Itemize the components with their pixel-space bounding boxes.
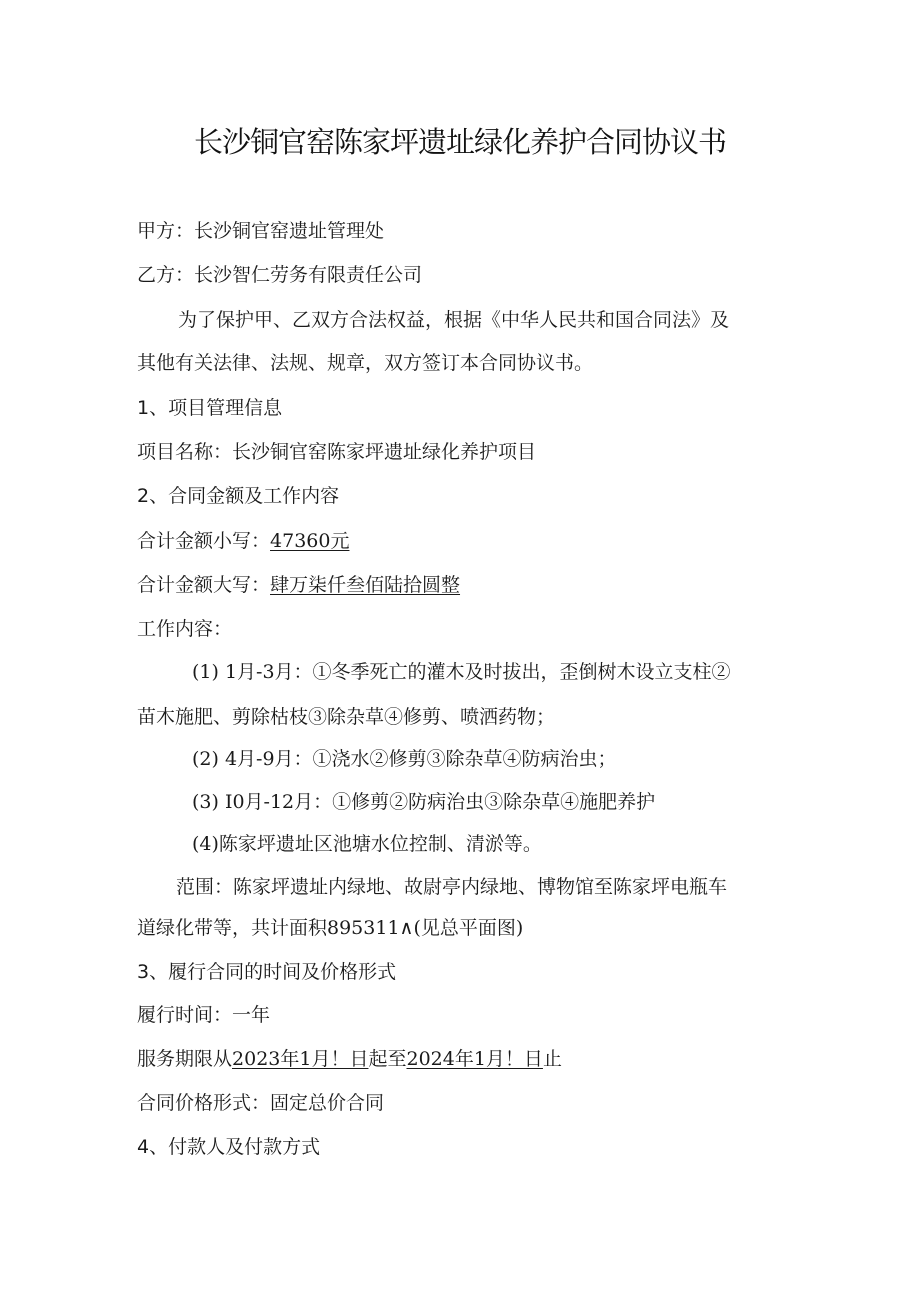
service-period-row [137,1047,562,1071]
project-name: 项目名称：长沙铜官窑陈家坪遗址绿化养护项目 [137,441,537,463]
service-start-date: 2023年1月！日 [232,1048,369,1070]
service-mid: 起至 [368,1048,407,1070]
service-suffix: 止 [542,1048,562,1070]
amount-small-label: 合计金额小写： [137,530,271,552]
document-title: 长沙铜官窑陈家坪遗址绿化养护合同协议书 [193,125,726,159]
party-b: 乙方：长沙智仁劳务有限责任公司 [137,264,423,286]
intro-paragraph-line-2: 其他有关法律、法规、规章，双方签订本合同协议书。 [137,352,594,374]
service-end-date: 2024年1月！日 [406,1048,543,1070]
service-prefix: 服务期限从 [137,1048,233,1070]
amount-big-label: 合计金额大写： [137,574,271,596]
section-2-heading: 2、合同金额及工作内容 [137,485,340,507]
perform-time: 履行时间：一年 [137,1004,271,1026]
amount-small-row [137,529,349,553]
amount-big-row [137,573,460,597]
scope-line-1: 范围：陈家坪遗址内绿地、故尉亭内绿地、博物馆至陈家坪电瓶车 [176,876,728,898]
amount-big-value: 肆万柒仟叁佰陆拾圆整 [270,574,461,596]
scope-line-2: 道绿化带等，共计面积895311∧(见总平面图) [137,917,524,939]
section-1-heading: 1、项目管理信息 [137,397,283,419]
work-item-1-line-1: (1) 1月-3月：①冬季死亡的灌木及时拔出，歪倒树木设立支柱② [192,661,731,683]
work-item-4: (4)陈家坪遗址区池塘水位控制、清淤等。 [192,833,542,855]
work-content-label: 工作内容： [137,618,233,640]
work-item-3: (3) I0月-12月：①修剪②防病治虫③除杂草④施肥养护 [192,791,656,813]
section-3-heading: 3、履行合同的时间及价格形式 [137,961,397,983]
price-form: 合同价格形式：固定总价合同 [137,1092,385,1114]
work-item-1-line-2: 苗木施肥、剪除枯枝③除杂草④修剪、喷洒药物； [137,706,556,728]
party-a: 甲方：长沙铜官窑遗址管理处 [137,220,385,242]
amount-small-value: 47360元 [270,530,350,552]
work-item-2: (2) 4月-9月：①浇水②修剪③除杂草④防病治虫； [192,748,617,770]
section-4-heading: 4、付款人及付款方式 [137,1136,321,1158]
intro-paragraph-line-1: 为了保护甲、乙双方合法权益，根据《中华人民共和国合同法》及 [178,309,730,331]
